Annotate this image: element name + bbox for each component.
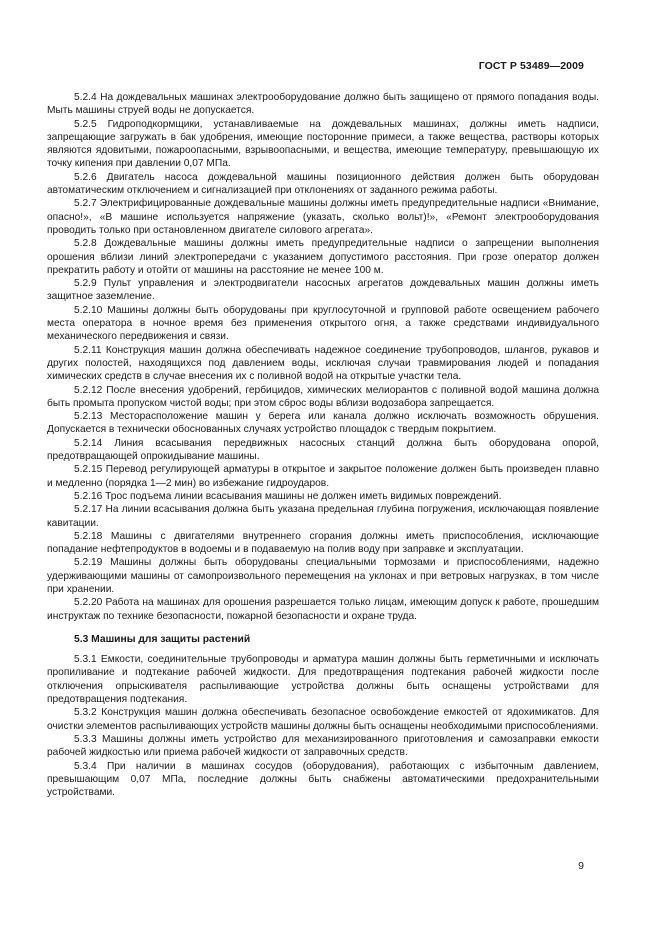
paragraph-5-2-19: 5.2.19 Машины должны быть оборудованы специальными тормозами и приспособлениями, надежно удерживающими машины от самопроизвольного перемещения на уклонах и при ветровых нагрузках, в том числе при хранении. <box>47 557 599 595</box>
section-5-3 <box>47 653 599 799</box>
paragraph-5-2-12: 5.2.12 После внесения удобрений, гербицидов, химических мелиорантов с поливной водой машина должна быть промыта пропуском чистой воды; при этом сброс воды вблизи водозабора запрещается. <box>47 384 599 409</box>
section-5-2 <box>47 91 599 623</box>
paragraph-5-2-16: 5.2.16 Трос подъема линии всасывания машины не должен иметь видимых повреждений. <box>74 490 502 502</box>
paragraph-5-2-7: 5.2.7 Электрифицированные дождевальные машины должны иметь предупредительные надписи «Внимание, опасно!», «В машине используется напряжение (указать, сколько вольт)!», «Ремонт электрооборудования проводить только при остановленном двигателе силового агрегата». <box>47 198 599 236</box>
standard-designation: ГОСТ Р 53489—2009 <box>478 60 584 72</box>
paragraph-5-2-11: 5.2.11 Конструкция машин должна обеспечивать надежное соединение трубопроводов, шлангов, рукавов и других полостей, находящихся под давлением воды, исключая случаи травмирования людей и попадания химических средств в случае внесения их с поливной водой на открытые участки тела. <box>47 344 599 383</box>
paragraph-5-2-6: 5.2.6 Двигатель насоса дождевальной машины позиционного действия должен быть оборудован автоматическим отключением и сигнализацией при отклонениях от заданного режима работы. <box>47 171 599 197</box>
page-number: 9 <box>578 860 584 872</box>
paragraph-5-3-4: 5.3.4 При наличии в машинах сосудов (оборудования), работающих с избыточным давлением, превышающим 0,07 МПа, последние должны быть снабжены автоматическими предохранительными устройствами. <box>47 760 599 799</box>
paragraph-5-2-4: 5.2.4 На дождевальных машинах электрооборудование должно быть защищено от прямого попадания воды. Мыть машины струей воды не допускается. <box>47 92 599 117</box>
paragraph-5-2-14: 5.2.14 Линия всасывания передвижных насосных станций должна быть оборудована опорой, предотвращающей опрокидывание машины. <box>47 437 599 463</box>
paragraph-5-2-5: 5.2.5 Гидроподкормщики, устанавливаемые на дождевальных машинах, должны иметь надписи, запрещающие загружать в бак удобрения, имеющие посторонние примеси, а также вещества, растворы которых являются ядовитыми, пожароопасными, взрывоопасными, и вещества, имеющие температуру, превышающую их точку кипения при давлении 0,07 МПа. <box>47 118 599 170</box>
paragraph-5-2-10: 5.2.10 Машины должны быть оборудованы при круглосуточной и групповой работе освещением рабочего места оператора в ночное время без применения открытого огня, а также средствами индивидуального механического передвижения и связи. <box>47 304 599 343</box>
paragraph-5-2-13: 5.2.13 Месторасположение машин у берега или канала должно исключать возможность обрушения. Допускается в технически обоснованных случаях устройство площадок с твердым покрытием. <box>47 411 599 436</box>
paragraph-5-2-17: 5.2.17 На линии всасывания должна быть указана предельная глубина погружения, исключающая появление кавитации. <box>47 504 599 529</box>
paragraph-5-2-18: 5.2.18 Машины с двигателями внутреннего сгорания должны иметь приспособления, исключающие попадание нефтепродуктов в водоемы и в подаваемую на полив воду при заправке и эксплуатации. <box>47 530 599 556</box>
section-heading-5-3: 5.3 Машины для защиты растений <box>74 633 251 645</box>
paragraph-5-2-20: 5.2.20 Работа на машинах для орошения разрешается только лицам, имеющим допуск к работе, прошедшим инструктаж по технике безопасности, пожарной безопасности и охране труда. <box>47 597 599 622</box>
paragraph-5-3-1: 5.3.1 Емкости, соединительные трубопроводы и арматура машин должны быть герметичными и исключать пропиливание и подтекание рабочей жидкости. Для предотвращения подтекания рабочей жидкости после отключения опрыскивателя распыливающие устройства должны быть оснащены устройствами для предотвращения подтекания. <box>47 654 599 706</box>
page-body <box>47 91 599 799</box>
paragraph-5-3-2: 5.3.2 Конструкция машин должна обеспечивать безопасное освобождение емкостей от ядохимикатов. Для очистки элементов распыливающих устройств машины должны быть оснащены необходимыми приспособлениями. <box>47 707 599 732</box>
paragraph-5-2-15: 5.2.15 Перевод регулирующей арматуры в открытое и закрытое положение должен быть произведен плавно и медленно (порядка 1—2 мин) во избежание гидроударов. <box>47 464 599 489</box>
paragraph-5-2-8: 5.2.8 Дождевальные машины должны иметь предупредительные надписи о запрещении выполнения орошения вблизи линий электропередачи с указанием допустимого расстояния. При грозе оператор должен прекратить работу и отойти от машины на расстояние не менее 100 м. <box>47 238 599 276</box>
paragraph-5-2-9: 5.2.9 Пульт управления и электродвигатели насосных агрегатов дождевальных машин должны иметь защитное заземление. <box>47 278 599 303</box>
paragraph-5-3-3: 5.3.3 Машины должны иметь устройство для механизированного приготовления и самозаправки емкости рабочей жидкостью или приема рабочей жидкости от заправочных средств. <box>47 733 599 759</box>
